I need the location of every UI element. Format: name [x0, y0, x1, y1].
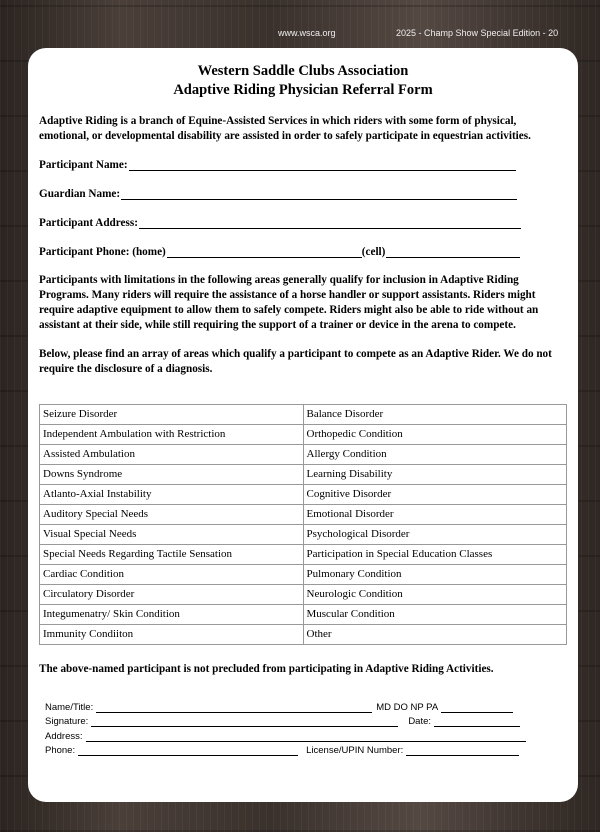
address-line[interactable] [86, 732, 526, 742]
table-row [40, 445, 567, 465]
table-row [40, 625, 567, 645]
area-cell: Balance Disorder [303, 405, 567, 425]
area-cell: Circulatory Disorder [40, 585, 304, 605]
org-title: Western Saddle Clubs Association [197, 63, 409, 79]
table-row [40, 505, 567, 525]
signature-line[interactable] [91, 717, 398, 727]
clearance-statement: The above-named participant is not precluded from participating in Adaptive Riding Activities. [39, 663, 494, 675]
table-row [40, 405, 567, 425]
area-cell: Orthopedic Condition [303, 425, 567, 445]
cell-label: (cell) [361, 246, 386, 258]
signature-row [45, 716, 520, 727]
area-cell: Learning Disability [303, 465, 567, 485]
name-title-line[interactable] [96, 703, 372, 713]
area-cell: Neurologic Condition [303, 585, 567, 605]
participant-address-label: Participant Address: [39, 217, 138, 229]
area-cell: Immunity Condiiton [40, 625, 304, 645]
site-url: www.wsca.org [278, 28, 336, 38]
guardian-name-field[interactable] [39, 188, 517, 200]
signature-label: Signature: [45, 716, 89, 727]
table-row [40, 585, 567, 605]
table-row [40, 565, 567, 585]
area-cell: Pulmonary Condition [303, 565, 567, 585]
credentials-label: MD DO NP PA [376, 702, 439, 713]
participant-phone-label: Participant Phone: (home) [39, 246, 166, 258]
home-phone-line[interactable] [167, 246, 362, 258]
area-cell: Integumenatry/ Skin Condition [40, 605, 304, 625]
intro-paragraph: Adaptive Riding is a branch of Equine-Assisted Services in which riders with some form of physical, emotional, or developmental disability are assisted in order to safely participate in equestrian activities. [39, 115, 531, 142]
form-title: Adaptive Riding Physician Referral Form [173, 82, 433, 98]
area-cell: Atlanto-Axial Instability [40, 485, 304, 505]
area-cell: Other [303, 625, 567, 645]
below-paragraph: Below, please find an array of areas which qualify a participant to compete as an Adaptive Rider. We do not require the disclosure of a diagnosis. [39, 348, 552, 375]
participant-address-line[interactable] [139, 217, 521, 229]
area-cell: Participation in Special Education Classes [303, 545, 567, 565]
date-line[interactable] [434, 717, 520, 727]
area-cell: Cognitive Disorder [303, 485, 567, 505]
participant-address-field[interactable] [39, 217, 521, 229]
participant-name-label: Participant Name: [39, 159, 128, 171]
participant-name-line[interactable] [129, 159, 516, 171]
area-cell: Seizure Disorder [40, 405, 304, 425]
area-cell: Emotional Disorder [303, 505, 567, 525]
edition-label: 2025 - Champ Show Special Edition - 20 [396, 28, 559, 38]
table-row [40, 425, 567, 445]
guardian-name-line[interactable] [121, 188, 517, 200]
address-label: Address: [45, 731, 83, 742]
area-cell: Visual Special Needs [40, 525, 304, 545]
name-title-label: Name/Title: [45, 702, 94, 713]
guardian-name-label: Guardian Name: [39, 188, 121, 200]
area-cell: Allergy Condition [303, 445, 567, 465]
license-label: License/UPIN Number: [306, 745, 404, 756]
area-cell: Independent Ambulation with Restriction [40, 425, 304, 445]
address-row [45, 731, 526, 742]
area-cell: Cardiac Condition [40, 565, 304, 585]
phone-line[interactable] [78, 746, 298, 756]
table-row [40, 525, 567, 545]
table-row [40, 605, 567, 625]
table-row [40, 465, 567, 485]
qualify-paragraph: Participants with limitations in the following areas generally qualify for inclusion in Adaptive Riding Programs. Many riders will require the assistance of a horse handler or support assistants. Riders might require adaptive equipment to allow them to safely compete. Riders might also be able to ride without an assistant at their side, while still requiring the support of a trainer or device in the arena to compete. [39, 274, 539, 331]
area-cell: Auditory Special Needs [40, 505, 304, 525]
table-row [40, 545, 567, 565]
area-cell: Downs Syndrome [40, 465, 304, 485]
date-label: Date: [408, 716, 432, 727]
cell-phone-line[interactable] [386, 246, 520, 258]
area-cell: Special Needs Regarding Tactile Sensation [40, 545, 304, 565]
participant-name-field[interactable] [39, 159, 516, 171]
participant-phone-field[interactable] [39, 246, 520, 258]
license-line[interactable] [406, 746, 519, 756]
table-row [40, 485, 567, 505]
phone-label: Phone: [45, 745, 76, 756]
qualifying-areas-table [39, 404, 567, 645]
credentials-line[interactable] [441, 703, 513, 713]
page-header [0, 22, 600, 38]
area-cell: Assisted Ambulation [40, 445, 304, 465]
form-card [28, 48, 578, 802]
name-title-row [45, 702, 513, 713]
phone-row [45, 745, 519, 756]
area-cell: Psychological Disorder [303, 525, 567, 545]
area-cell: Muscular Condition [303, 605, 567, 625]
